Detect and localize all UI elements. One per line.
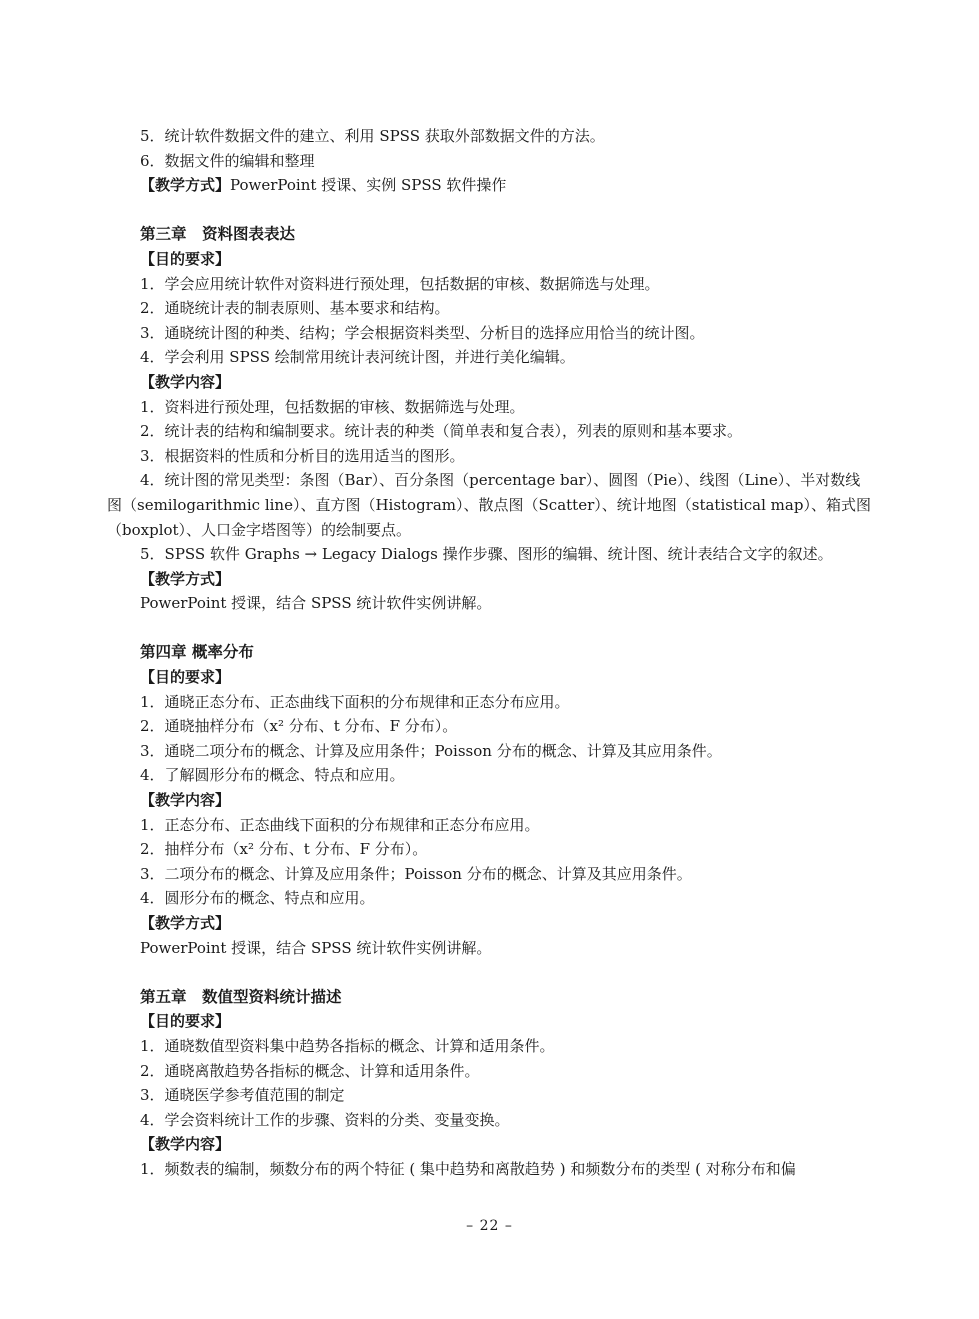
list-item: 3．根据资料的性质和分析目的选用适当的图形。: [140, 446, 465, 465]
list-item: 1．频数表的编制，频数分布的两个特征 ( 集中趋势和离散趋势 ) 和频数分布的类型 ( 对称分布和偏: [140, 1159, 796, 1178]
section-heading: 【教学内容】: [140, 791, 231, 810]
list-item: 4．学会资料统计工作的步骤、资料的分类、变量变换。: [140, 1110, 510, 1129]
section-heading: 【目的要求】: [140, 668, 231, 687]
list-item: 2．通晓抽样分布（x² 分布、t 分布、F 分布）。: [140, 717, 458, 736]
section-heading: 【目的要求】: [140, 1012, 231, 1031]
list-item: 6．数据文件的编辑和整理: [140, 151, 315, 170]
teaching-method-line: [107, 173, 872, 198]
chapter-title: 第三章 资料图表表达: [140, 224, 296, 244]
document-page: [107, 124, 872, 1182]
section-heading: 【教学内容】: [140, 372, 231, 391]
list-item: 1．通晓正态分布、正态曲线下面积的分布规律和正态分布应用。: [140, 692, 570, 711]
list-item: 1．正态分布、正态曲线下面积的分布规律和正态分布应用。: [140, 815, 540, 834]
list-item: 5．SPSS 软件 Graphs → Legacy Dialogs 操作步骤、图形的编辑、统计图、统计表结合文字的叙述。: [140, 545, 833, 564]
page-number: – 22 –: [466, 1218, 513, 1234]
list-item: 1．通晓数值型资料集中趋势各指标的概念、计算和适用条件。: [140, 1036, 555, 1055]
section-label: 【教学方式】: [140, 176, 231, 195]
section-heading: 【教学内容】: [140, 1135, 231, 1154]
list-item: 3．二项分布的概念、计算及应用条件；Poisson 分布的概念、计算及其应用条件。: [140, 864, 692, 883]
list-item: 2．通晓离散趋势各指标的概念、计算和适用条件。: [140, 1061, 480, 1080]
list-item: 4．统计图的常见类型：条图（Bar）、百分条图（percentage bar）、圆图（Pie）、线图（Line）、半对数线图（semilogarithmic line）、直方图（Histogram）、散点图（Scatter）、统计地图（statistical map）、箱式图（boxplot）、人口金字塔图等）的绘制要点。: [107, 471, 871, 539]
section-heading: 【教学方式】: [140, 914, 231, 932]
section-heading: 【目的要求】: [140, 249, 231, 268]
list-item: 4．圆形分布的概念、特点和应用。: [140, 889, 375, 908]
list-item: 4．学会利用 SPSS 绘制常用统计表河统计图，并进行美化编辑。: [140, 348, 575, 367]
chapter-title: 第五章 数值型资料统计描述: [140, 986, 342, 1006]
list-item: 3．通晓二项分布的概念、计算及应用条件；Poisson 分布的概念、计算及其应用条件。: [140, 741, 722, 760]
chapter-title: 第四章 概率分布: [140, 642, 254, 662]
list-item: 3．通晓医学参考值范围的制定: [140, 1086, 345, 1105]
list-item: 3．通晓统计图的种类、结构；学会根据资料类型、分析目的选择应用恰当的统计图。: [140, 323, 705, 342]
list-item: 5．统计软件数据文件的建立、利用 SPSS 获取外部数据文件的方法。: [140, 127, 605, 145]
section-text: PowerPoint 授课、实例 SPSS 软件操作: [230, 176, 507, 195]
section-text: PowerPoint 授课，结合 SPSS 统计软件实例讲解。: [140, 938, 492, 957]
section-text: PowerPoint 授课，结合 SPSS 统计软件实例讲解。: [140, 594, 492, 613]
list-item: 2．统计表的结构和编制要求。统计表的种类（简单表和复合表），列表的原则和基本要求。: [140, 422, 743, 441]
list-item: 1．学会应用统计软件对资料进行预处理，包括数据的审核、数据筛选与处理。: [140, 274, 660, 293]
list-item: 4．了解圆形分布的概念、特点和应用。: [140, 766, 405, 785]
list-item: 1．资料进行预处理，包括数据的审核、数据筛选与处理。: [140, 397, 525, 416]
list-item: 2．通晓统计表的制表原则、基本要求和结构。: [140, 299, 450, 318]
list-item: 2．抽样分布（x² 分布、t 分布、F 分布）。: [140, 840, 428, 859]
section-heading: 【教学方式】: [140, 569, 231, 588]
